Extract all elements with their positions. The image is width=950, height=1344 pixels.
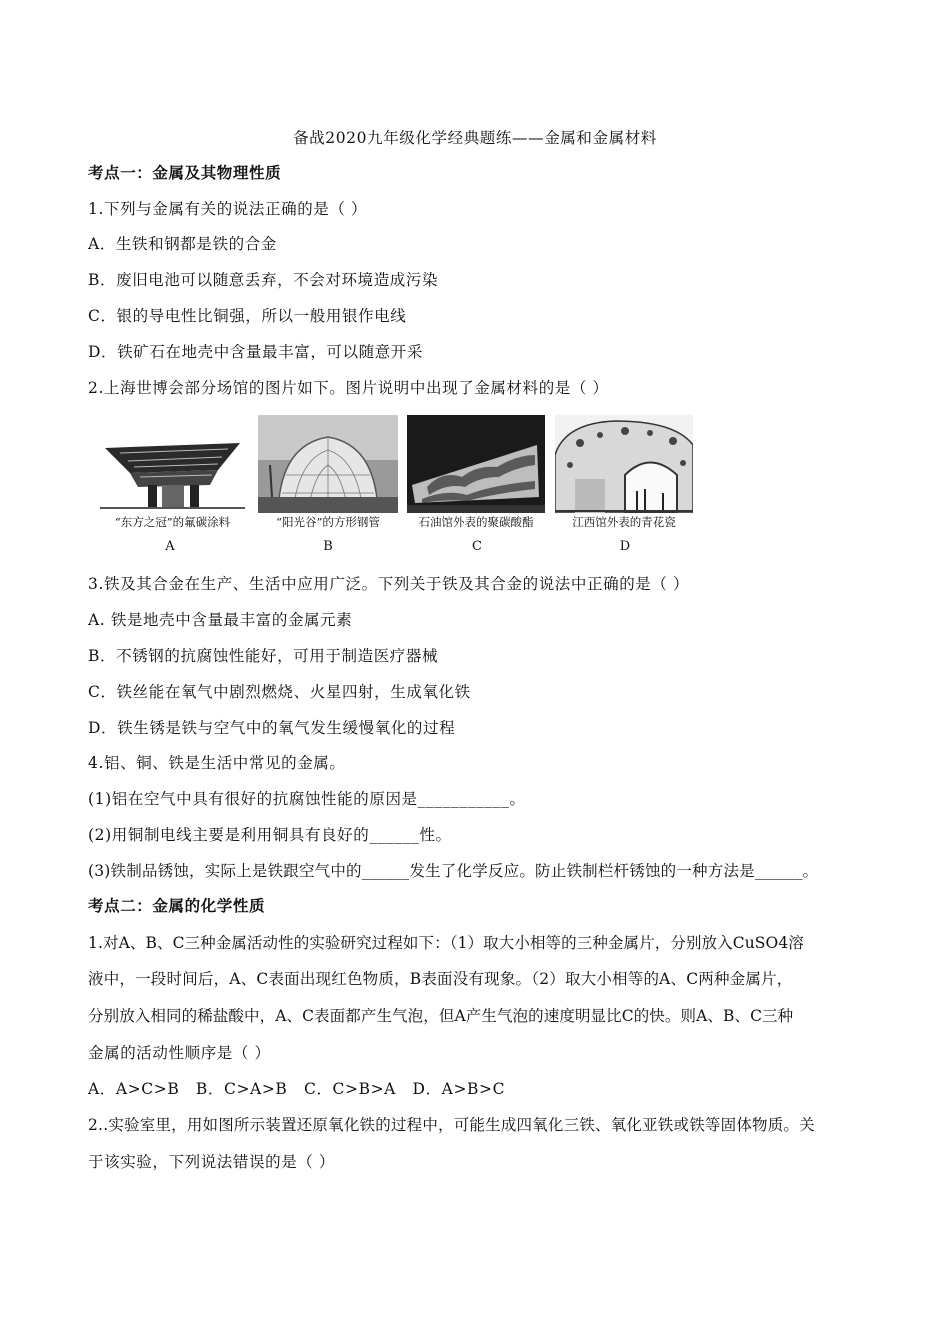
page-title: 备战2020九年级化学经典题练——金属和金属材料 bbox=[293, 129, 657, 147]
figure-d-caption: 江西馆外表的青花瓷 bbox=[572, 515, 676, 529]
question-6-line-2: 于该实验，下列说法错误的是（ ） bbox=[88, 1153, 336, 1171]
question-5-line-1: 1.对A、B、C三种金属活动性的实验研究过程如下：（1）取大小相等的三种金属片，分别放入CuSO4溶 bbox=[88, 934, 804, 952]
question-1-stem: 1.下列与金属有关的说法正确的是（ ） bbox=[88, 200, 368, 218]
question-3-option-d: D．铁生锈是铁与空气中的氧气发生缓慢氧化的过程 bbox=[88, 719, 456, 737]
figure-a bbox=[100, 415, 240, 560]
question-4-part-1: (1)铝在空气中具有很好的抗腐蚀性能的原因是___________。 bbox=[88, 790, 526, 808]
question-4-part-3: (3)铁制品锈蚀，实际上是铁跟空气中的______发生了化学反应。防止铁制栏杆锈蚀的一种方法是______。 bbox=[88, 862, 819, 880]
question-2-stem: 2.上海世博会部分场馆的图片如下。图片说明中出现了金属材料的是（ ） bbox=[88, 379, 609, 397]
figure-c-caption: 石油馆外表的聚碳酸酯 bbox=[418, 515, 534, 529]
question-3-option-a: A. 铁是地壳中含量最丰富的金属元素 bbox=[88, 611, 353, 629]
question-5-options: A．A>C>B B．C>A>B C．C>B>A D．A>B>C bbox=[88, 1080, 506, 1098]
question-6-line-1: 2..实验室里，用如图所示装置还原氧化铁的过程中，可能生成四氧化三铁、氧化亚铁或铁等固体物质。关 bbox=[88, 1116, 815, 1134]
figure-d-letter: D bbox=[619, 539, 631, 554]
question-1-option-a: A．生铁和钢都是铁的合金 bbox=[88, 235, 277, 253]
question-3-option-b: B．不锈钢的抗腐蚀性能好，可用于制造医疗器械 bbox=[88, 647, 439, 665]
figure-d bbox=[555, 415, 695, 560]
question-5-line-3: 分别放入相同的稀盐酸中，A、C表面都产生气泡，但A产生气泡的速度明显比C的快。则A、B、C三种 bbox=[88, 1007, 794, 1025]
figure-b-letter: B bbox=[323, 539, 333, 554]
figure-b-caption: “阳光谷”的方形钢管 bbox=[276, 515, 380, 529]
question-4-part-2: (2)用铜制电线主要是利用铜具有良好的______性。 bbox=[88, 826, 452, 844]
figure-c bbox=[407, 415, 547, 560]
expo-pavilion-figures bbox=[100, 415, 700, 560]
figure-c-letter: C bbox=[472, 539, 482, 554]
jiangxi-pavilion-image bbox=[555, 415, 693, 513]
question-5-line-2: 液中，一段时间后，A、C表面出现红色物质，B表面没有现象。（2）取大小相等的A、C两种金属片， bbox=[88, 970, 793, 988]
question-5-line-4: 金属的活动性顺序是（ ） bbox=[88, 1044, 271, 1062]
question-1-option-b: B．废旧电池可以随意丢弃，不会对环境造成污染 bbox=[88, 271, 439, 289]
question-1-option-d: D．铁矿石在地壳中含量最丰富，可以随意开采 bbox=[88, 343, 424, 361]
section-heading-2: 考点二：金属的化学性质 bbox=[88, 896, 266, 915]
question-1-option-c: C．银的导电性比铜强，所以一般用银作电线 bbox=[88, 307, 407, 325]
figure-b bbox=[258, 415, 398, 560]
oil-pavilion-image bbox=[407, 415, 545, 513]
figure-a-caption: “东方之冠”的氟碳涂料 bbox=[114, 515, 231, 529]
sun-valley-image bbox=[258, 415, 398, 513]
section-heading-1: 考点一：金属及其物理性质 bbox=[88, 163, 282, 182]
question-3-stem: 3.铁及其合金在生产、生活中应用广泛。下列关于铁及其合金的说法中正确的是（ ） bbox=[88, 575, 690, 593]
figure-a-letter: A bbox=[165, 539, 175, 554]
china-pavilion-image bbox=[100, 415, 245, 513]
question-4-stem: 4.铝、铜、铁是生活中常见的金属。 bbox=[88, 754, 346, 772]
question-3-option-c: C．铁丝能在氧气中剧烈燃烧、火星四射，生成氧化铁 bbox=[88, 683, 471, 701]
